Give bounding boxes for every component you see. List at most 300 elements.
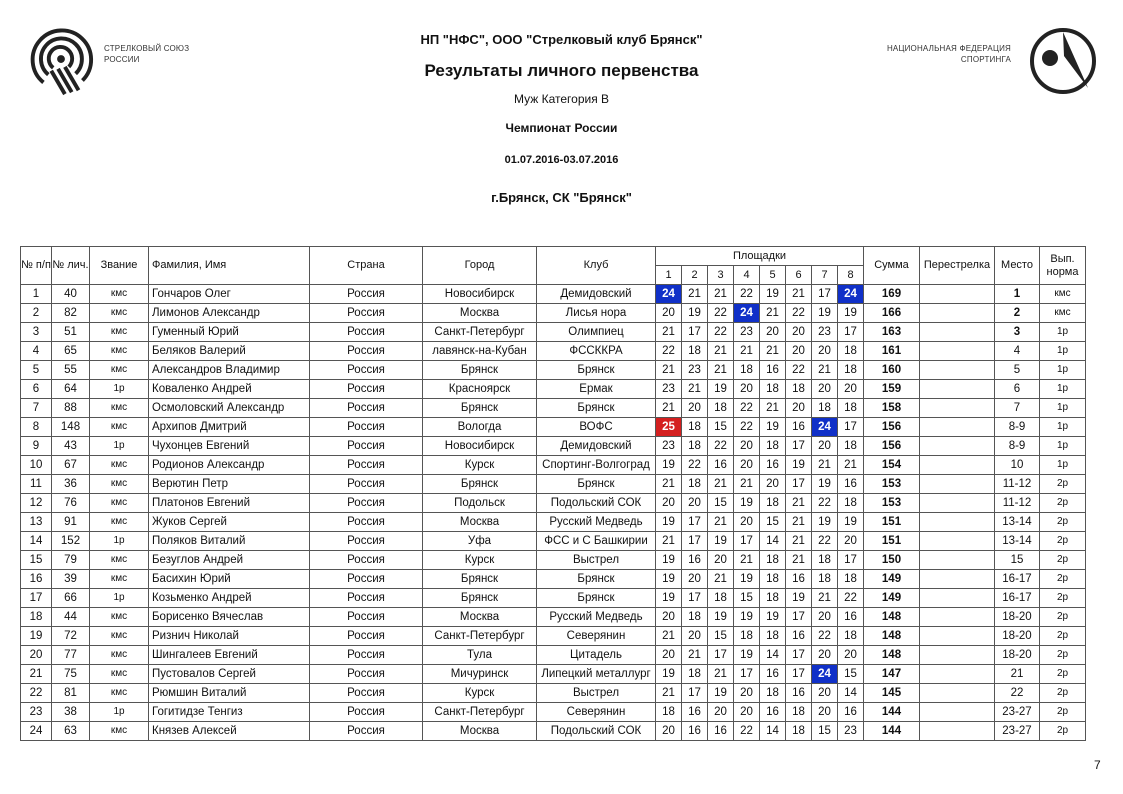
score-cell: 22 <box>812 627 838 646</box>
col-header-norm: Вып. норма <box>1040 247 1086 285</box>
score-cell: 22 <box>682 456 708 475</box>
row-number-cell: 17 <box>21 589 52 608</box>
personal-number-cell: 152 <box>52 532 90 551</box>
score-cell: 21 <box>656 684 682 703</box>
city-cell: Москва <box>423 608 537 627</box>
city-cell: Санкт-Петербург <box>423 323 537 342</box>
sum-cell: 166 <box>864 304 920 323</box>
score-cell: 15 <box>708 627 734 646</box>
personal-number-cell: 38 <box>52 703 90 722</box>
personal-number-cell: 81 <box>52 684 90 703</box>
score-cell: 20 <box>682 494 708 513</box>
country-cell: Россия <box>310 665 423 684</box>
name-cell: Поляков Виталий <box>149 532 310 551</box>
score-cell: 14 <box>838 684 864 703</box>
shootoff-cell <box>920 532 995 551</box>
rank-cell: 1р <box>90 437 149 456</box>
score-cell: 19 <box>708 608 734 627</box>
country-cell: Россия <box>310 361 423 380</box>
personal-number-cell: 77 <box>52 646 90 665</box>
right-org-line: НАЦИОНАЛЬНАЯ ФЕДЕРАЦИЯ <box>886 44 1011 53</box>
score-cell: 23 <box>656 380 682 399</box>
score-cell: 20 <box>786 342 812 361</box>
rank-cell: 1р <box>90 703 149 722</box>
rank-cell: кмс <box>90 513 149 532</box>
score-cell: 20 <box>656 646 682 665</box>
place-cell: 6 <box>995 380 1040 399</box>
score-cell: 21 <box>786 551 812 570</box>
city-cell: лавянск-на-Кубан <box>423 342 537 361</box>
country-cell: Россия <box>310 494 423 513</box>
score-cell: 22 <box>734 285 760 304</box>
city-cell: Брянск <box>423 589 537 608</box>
score-cell: 21 <box>734 475 760 494</box>
score-cell: 17 <box>786 437 812 456</box>
name-cell: Безуглов Андрей <box>149 551 310 570</box>
place-cell: 4 <box>995 342 1040 361</box>
score-cell: 18 <box>682 665 708 684</box>
score-cell: 21 <box>786 532 812 551</box>
city-cell: Брянск <box>423 361 537 380</box>
score-cell: 18 <box>682 418 708 437</box>
range-number-header: 8 <box>838 266 864 285</box>
rank-cell: кмс <box>90 285 149 304</box>
score-cell: 15 <box>838 665 864 684</box>
name-cell: Лимонов Александр <box>149 304 310 323</box>
table-row <box>21 703 1086 722</box>
name-cell: Родионов Александр <box>149 456 310 475</box>
range-number-header: 4 <box>734 266 760 285</box>
shootoff-cell <box>920 304 995 323</box>
place-cell: 22 <box>995 684 1040 703</box>
name-cell: Гончаров Олег <box>149 285 310 304</box>
page-number: 7 <box>1094 758 1101 772</box>
score-cell: 21 <box>682 285 708 304</box>
score-cell: 21 <box>786 513 812 532</box>
score-cell: 19 <box>708 684 734 703</box>
table-row <box>21 532 1086 551</box>
score-cell: 20 <box>734 684 760 703</box>
club-cell: Выстрел <box>537 551 656 570</box>
city-cell: Курск <box>423 456 537 475</box>
personal-number-cell: 55 <box>52 361 90 380</box>
score-cell: 21 <box>812 456 838 475</box>
club-cell: Северянин <box>537 627 656 646</box>
norm-cell: 1р <box>1040 361 1086 380</box>
personal-number-cell: 82 <box>52 304 90 323</box>
country-cell: Россия <box>310 456 423 475</box>
norm-cell: 2р <box>1040 570 1086 589</box>
name-cell: Чухонцев Евгений <box>149 437 310 456</box>
score-cell: 18 <box>838 399 864 418</box>
score-cell: 20 <box>734 456 760 475</box>
name-cell: Рюмшин Виталий <box>149 684 310 703</box>
personal-number-cell: 43 <box>52 437 90 456</box>
country-cell: Россия <box>310 646 423 665</box>
club-cell: Подольский СОК <box>537 722 656 741</box>
score-cell: 22 <box>656 342 682 361</box>
score-cell: 18 <box>786 703 812 722</box>
shootoff-cell <box>920 361 995 380</box>
sum-cell: 153 <box>864 494 920 513</box>
norm-cell: 2р <box>1040 627 1086 646</box>
score-cell: 17 <box>786 475 812 494</box>
sum-cell: 144 <box>864 703 920 722</box>
personal-number-cell: 91 <box>52 513 90 532</box>
score-cell: 24 <box>734 304 760 323</box>
score-cell: 16 <box>786 570 812 589</box>
score-cell: 20 <box>734 703 760 722</box>
score-cell: 20 <box>708 551 734 570</box>
shootoff-cell <box>920 285 995 304</box>
city-cell: Санкт-Петербург <box>423 703 537 722</box>
score-cell: 19 <box>656 513 682 532</box>
row-number-cell: 8 <box>21 418 52 437</box>
norm-cell: 2р <box>1040 684 1086 703</box>
row-number-cell: 16 <box>21 570 52 589</box>
place-cell: 7 <box>995 399 1040 418</box>
score-cell: 19 <box>682 304 708 323</box>
score-cell: 20 <box>708 703 734 722</box>
norm-cell: кмс <box>1040 285 1086 304</box>
score-cell: 22 <box>838 589 864 608</box>
rank-cell: кмс <box>90 551 149 570</box>
organizer: НП "НФС", ООО "Стрелковый клуб Брянск" <box>420 32 703 47</box>
personal-number-cell: 79 <box>52 551 90 570</box>
table-row <box>21 342 1086 361</box>
col-header-no: № п/п <box>21 247 52 285</box>
table-row <box>21 361 1086 380</box>
personal-number-cell: 66 <box>52 589 90 608</box>
score-cell: 18 <box>682 475 708 494</box>
norm-cell: 2р <box>1040 513 1086 532</box>
club-cell: ФСС и С Башкирии <box>537 532 656 551</box>
city-cell: Новосибирск <box>423 437 537 456</box>
club-cell: Брянск <box>537 475 656 494</box>
place-cell: 8-9 <box>995 418 1040 437</box>
sum-cell: 156 <box>864 437 920 456</box>
country-cell: Россия <box>310 608 423 627</box>
shootoff-cell <box>920 627 995 646</box>
score-cell: 17 <box>838 418 864 437</box>
sum-cell: 144 <box>864 722 920 741</box>
score-cell: 23 <box>656 437 682 456</box>
city-cell: Москва <box>423 513 537 532</box>
place-cell: 23-27 <box>995 703 1040 722</box>
name-cell: Гуменный Юрий <box>149 323 310 342</box>
page-title: Результаты личного первенства <box>424 61 699 80</box>
right-org-line: СПОРТИНГА <box>960 55 1011 64</box>
score-cell: 22 <box>708 304 734 323</box>
row-number-cell: 2 <box>21 304 52 323</box>
rank-cell: 1р <box>90 532 149 551</box>
place-cell: 15 <box>995 551 1040 570</box>
score-cell: 18 <box>786 380 812 399</box>
place-cell: 18-20 <box>995 646 1040 665</box>
table-row <box>21 684 1086 703</box>
score-cell: 17 <box>682 532 708 551</box>
score-cell: 14 <box>760 646 786 665</box>
sum-cell: 154 <box>864 456 920 475</box>
place-cell: 3 <box>995 323 1040 342</box>
score-cell: 24 <box>838 285 864 304</box>
place-cell: 13-14 <box>995 532 1040 551</box>
personal-number-cell: 36 <box>52 475 90 494</box>
score-cell: 20 <box>812 437 838 456</box>
personal-number-cell: 88 <box>52 399 90 418</box>
score-cell: 18 <box>708 589 734 608</box>
score-cell: 21 <box>760 342 786 361</box>
row-number-cell: 11 <box>21 475 52 494</box>
norm-cell: 2р <box>1040 722 1086 741</box>
score-cell: 22 <box>812 532 838 551</box>
personal-number-cell: 63 <box>52 722 90 741</box>
norm-cell: 2р <box>1040 494 1086 513</box>
score-cell: 21 <box>812 361 838 380</box>
score-cell: 17 <box>682 323 708 342</box>
score-cell: 21 <box>682 380 708 399</box>
country-cell: Россия <box>310 285 423 304</box>
score-cell: 25 <box>656 418 682 437</box>
country-cell: Россия <box>310 589 423 608</box>
sum-cell: 147 <box>864 665 920 684</box>
score-cell: 21 <box>656 627 682 646</box>
score-cell: 20 <box>786 399 812 418</box>
score-cell: 23 <box>682 361 708 380</box>
shootoff-cell <box>920 399 995 418</box>
score-cell: 15 <box>760 513 786 532</box>
name-cell: Ризнич Николай <box>149 627 310 646</box>
norm-cell: 2р <box>1040 703 1086 722</box>
score-cell: 15 <box>708 418 734 437</box>
city-cell: Курск <box>423 684 537 703</box>
col-header-club: Клуб <box>537 247 656 285</box>
score-cell: 19 <box>838 304 864 323</box>
score-cell: 15 <box>734 589 760 608</box>
rank-cell: кмс <box>90 475 149 494</box>
score-cell: 16 <box>760 665 786 684</box>
score-cell: 19 <box>812 304 838 323</box>
norm-cell: 1р <box>1040 323 1086 342</box>
shootoff-cell <box>920 456 995 475</box>
club-cell: Ермак <box>537 380 656 399</box>
score-cell: 22 <box>734 722 760 741</box>
table-row <box>21 494 1086 513</box>
score-cell: 18 <box>760 551 786 570</box>
score-cell: 19 <box>734 570 760 589</box>
sum-cell: 145 <box>864 684 920 703</box>
score-cell: 18 <box>812 570 838 589</box>
shootoff-cell <box>920 418 995 437</box>
row-number-cell: 19 <box>21 627 52 646</box>
club-cell: Демидовский <box>537 285 656 304</box>
col-header-country: Страна <box>310 247 423 285</box>
score-cell: 16 <box>760 361 786 380</box>
norm-cell: 1р <box>1040 399 1086 418</box>
table-row <box>21 627 1086 646</box>
place-cell: 2 <box>995 304 1040 323</box>
row-number-cell: 13 <box>21 513 52 532</box>
city-cell: Брянск <box>423 475 537 494</box>
norm-cell: 2р <box>1040 589 1086 608</box>
rank-cell: 1р <box>90 380 149 399</box>
sum-cell: 163 <box>864 323 920 342</box>
score-cell: 21 <box>786 285 812 304</box>
norm-cell: 2р <box>1040 646 1086 665</box>
score-cell: 20 <box>838 380 864 399</box>
score-cell: 20 <box>656 608 682 627</box>
score-cell: 19 <box>656 456 682 475</box>
score-cell: 17 <box>838 551 864 570</box>
name-cell: Пустовалов Сергей <box>149 665 310 684</box>
sum-cell: 156 <box>864 418 920 437</box>
table-row <box>21 456 1086 475</box>
personal-number-cell: 51 <box>52 323 90 342</box>
score-cell: 20 <box>812 380 838 399</box>
score-cell: 19 <box>708 532 734 551</box>
row-number-cell: 20 <box>21 646 52 665</box>
col-header-name: Фамилия, Имя <box>149 247 310 285</box>
score-cell: 19 <box>786 456 812 475</box>
results-body <box>21 285 1086 741</box>
personal-number-cell: 64 <box>52 380 90 399</box>
personal-number-cell: 75 <box>52 665 90 684</box>
place-cell: 21 <box>995 665 1040 684</box>
score-cell: 19 <box>734 494 760 513</box>
table-row <box>21 323 1086 342</box>
sum-cell: 169 <box>864 285 920 304</box>
score-cell: 22 <box>708 437 734 456</box>
table-row <box>21 475 1086 494</box>
score-cell: 21 <box>812 589 838 608</box>
country-cell: Россия <box>310 437 423 456</box>
score-cell: 18 <box>838 361 864 380</box>
score-cell: 24 <box>812 665 838 684</box>
personal-number-cell: 67 <box>52 456 90 475</box>
sum-cell: 158 <box>864 399 920 418</box>
score-cell: 18 <box>760 437 786 456</box>
table-row <box>21 304 1086 323</box>
city-cell: Новосибирск <box>423 285 537 304</box>
shootoff-cell <box>920 570 995 589</box>
score-cell: 20 <box>786 323 812 342</box>
table-row <box>21 418 1086 437</box>
range-number-header: 2 <box>682 266 708 285</box>
score-cell: 20 <box>838 532 864 551</box>
sum-cell: 148 <box>864 608 920 627</box>
city-cell: Подольск <box>423 494 537 513</box>
shootoff-cell <box>920 380 995 399</box>
score-cell: 20 <box>812 703 838 722</box>
name-cell: Борисенко Вячеслав <box>149 608 310 627</box>
score-cell: 16 <box>708 722 734 741</box>
championship: Чемпионат России <box>505 121 618 135</box>
norm-cell: 2р <box>1040 551 1086 570</box>
country-cell: Россия <box>310 380 423 399</box>
table-row <box>21 437 1086 456</box>
country-cell: Россия <box>310 475 423 494</box>
score-cell: 18 <box>760 589 786 608</box>
shootoff-cell <box>920 494 995 513</box>
personal-number-cell: 76 <box>52 494 90 513</box>
city-cell: Вологда <box>423 418 537 437</box>
norm-cell: 1р <box>1040 437 1086 456</box>
score-cell: 17 <box>682 589 708 608</box>
score-cell: 15 <box>812 722 838 741</box>
country-cell: Россия <box>310 532 423 551</box>
name-cell: Жуков Сергей <box>149 513 310 532</box>
table-row <box>21 722 1086 741</box>
shootoff-cell <box>920 342 995 361</box>
range-number-header: 1 <box>656 266 682 285</box>
sum-cell: 151 <box>864 513 920 532</box>
score-cell: 20 <box>734 437 760 456</box>
row-number-cell: 15 <box>21 551 52 570</box>
city-cell: Брянск <box>423 399 537 418</box>
table-row <box>21 665 1086 684</box>
score-cell: 19 <box>786 589 812 608</box>
country-cell: Россия <box>310 703 423 722</box>
club-cell: Брянск <box>537 570 656 589</box>
place-cell: 18-20 <box>995 608 1040 627</box>
rank-cell: кмс <box>90 304 149 323</box>
score-cell: 17 <box>812 285 838 304</box>
table-row <box>21 646 1086 665</box>
shootoff-cell <box>920 646 995 665</box>
score-cell: 14 <box>760 532 786 551</box>
score-cell: 22 <box>786 361 812 380</box>
score-cell: 22 <box>708 323 734 342</box>
results-table <box>20 246 1086 741</box>
norm-cell: 2р <box>1040 532 1086 551</box>
range-number-header: 6 <box>786 266 812 285</box>
col-header-rank: Звание <box>90 247 149 285</box>
row-number-cell: 12 <box>21 494 52 513</box>
rank-cell: кмс <box>90 323 149 342</box>
score-cell: 21 <box>708 475 734 494</box>
table-row <box>21 513 1086 532</box>
row-number-cell: 3 <box>21 323 52 342</box>
club-cell: Демидовский <box>537 437 656 456</box>
club-cell: Брянск <box>537 361 656 380</box>
row-number-cell: 14 <box>21 532 52 551</box>
club-cell: Липецкий металлург <box>537 665 656 684</box>
score-cell: 19 <box>812 513 838 532</box>
col-header-pers: № лич. <box>52 247 90 285</box>
norm-cell: 1р <box>1040 418 1086 437</box>
name-cell: Басихин Юрий <box>149 570 310 589</box>
sum-cell: 161 <box>864 342 920 361</box>
table-row <box>21 399 1086 418</box>
shootoff-cell <box>920 437 995 456</box>
rank-cell: кмс <box>90 418 149 437</box>
score-cell: 18 <box>838 342 864 361</box>
place-cell: 18-20 <box>995 627 1040 646</box>
score-cell: 19 <box>760 418 786 437</box>
name-cell: Беляков Валерий <box>149 342 310 361</box>
sum-cell: 149 <box>864 589 920 608</box>
country-cell: Россия <box>310 722 423 741</box>
place-cell: 8-9 <box>995 437 1040 456</box>
country-cell: Россия <box>310 627 423 646</box>
table-row <box>21 380 1086 399</box>
category: Муж Категория В <box>513 92 610 106</box>
score-cell: 20 <box>734 380 760 399</box>
score-cell: 20 <box>682 570 708 589</box>
club-cell: Олимпиец <box>537 323 656 342</box>
score-cell: 21 <box>656 475 682 494</box>
score-cell: 19 <box>760 608 786 627</box>
